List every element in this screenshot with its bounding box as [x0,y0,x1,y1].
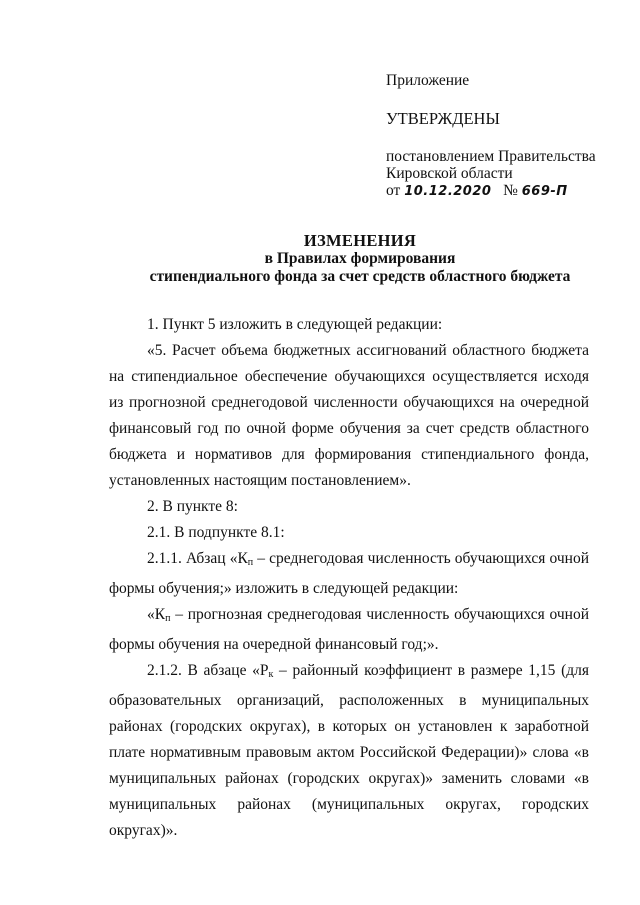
document-body [109,312,589,844]
decree-number: 669-П [521,184,568,199]
approved-label: УТВЕРЖДЕНЫ [386,109,500,128]
from-prefix: от [386,182,401,199]
title-main: ИЗМЕНЕНИЯ [303,231,417,250]
paragraph-item-1: 1. Пункт 5 изложить в следующей редакции: [147,316,443,333]
paragraph-item-2-1: 2.1. В подпункте 8.1: [147,524,285,541]
title-line-3: стипендиального фонда за счет средств областного бюджета [149,268,571,285]
decree-line-2: Кировской области [386,165,513,182]
decree-line-1: постановлением Правительства [386,148,596,165]
appendix-label: Приложение [386,72,470,89]
decree-date-line [386,182,626,200]
title-line-2: в Правилах формирования [264,250,456,267]
paragraph-item-5-text: «5. Расчет объема бюджетных ассигнований областного бюджета на стипендиальное обеспечение обучающихся осуществляется исходя из прогнозной среднегодовой численности обучающихся на очередной финансовый год по очной форме обучения за счет средств областного бюджета и нормативов для формирования стипендиального фонда, установленных настоящим постановлением». [109,342,589,489]
paragraph-item-2: 2. В пункте 8: [147,498,238,515]
number-sign: № [503,182,518,199]
paragraph-item-2-1-2: 2.1.2. В абзаце «$Р_к$ – районный коэффициент в размере 1,15 (для образовательных организаций, расположенных в муниципальных районах (городских округах), в которых он установлен к заработной плате нормативным правовым актом Российской Федерации)» слова «в муниципальных районах (городских округах)» заменить словами «в муниципальных районах (муниципальных округах, городских округах)». [109,662,589,839]
decree-date: 10.12.2020 [404,184,492,199]
paragraph-kp-new: «$К_п$ – прогнозная среднегодовая численность обучающихся очной формы обучения на очередной финансовый год;». [109,606,589,653]
approval-block [386,72,626,200]
document-title [110,232,610,286]
paragraph-item-2-1-1: 2.1.1. Абзац «$К_п$ – среднегодовая численность обучающихся очной формы обучения;» изложить в следующей редакции: [109,550,589,597]
